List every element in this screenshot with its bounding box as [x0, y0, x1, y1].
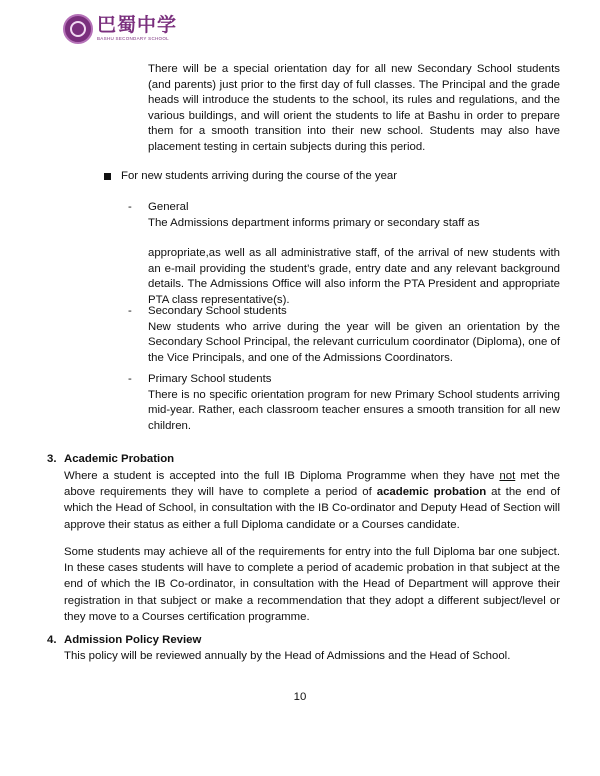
- dash-marker: -: [128, 201, 132, 213]
- subitem-paragraph: New students who arrive during the year will be given an orientation by the Secondary School Principal, the relevant curriculum coordinator (Diploma), one of the Vice Principals, and one of the Admissions Coordinators.: [148, 320, 560, 364]
- subitem-general: [128, 200, 560, 308]
- section-4-paragraph: This policy will be reviewed annually by the Head of Admissions and the Head of School.: [64, 650, 511, 662]
- subitem-title: Primary School students: [148, 373, 272, 385]
- underlined-word: not: [499, 470, 516, 482]
- school-seal-icon: [63, 14, 93, 44]
- text-run: Where a student is accepted into the full IB Diploma Programme when they have: [64, 470, 500, 482]
- section-number: 4.: [47, 634, 57, 646]
- subitem-paragraph: appropriate,as well as all administrative staff, of the arrival of new students with an e-mail providing the student’s grade, entry date and any relevant background details. The Admissions Office will also inform the PTA President and appropriate PTA class representative(s).: [148, 247, 560, 306]
- square-bullet-icon: [104, 173, 111, 180]
- intro-paragraph: There will be a special orientation day for all new Secondary School students (and parents) just prior to the first day of full classes. The Principal and the grade heads will introduce the students to the school, its rules and regulations, and the various buildings, and will orient the students to life at Bashu in order to prepare them for a smooth transition into their new school. Students may also have placement testing in certain subjects during this period.: [148, 63, 560, 153]
- text-run: met the above requirements they will have to complete a period of: [64, 470, 560, 499]
- section-3-heading: [47, 452, 174, 468]
- school-logo: [63, 12, 177, 46]
- section-3-paragraph-1: [64, 468, 560, 533]
- subitem-title: General: [148, 201, 189, 213]
- logo-chinese-name: 巴蜀中学: [97, 14, 178, 37]
- logo-english-name: BASHU SECONDARY SCHOOL: [97, 36, 169, 42]
- subitem-primary-school: [128, 372, 560, 434]
- subitem-paragraph: There is no specific orientation program for new Primary School students arriving mid-year. Rather, each classroom teacher ensures a smooth transition for all new children.: [148, 388, 560, 432]
- section-4-heading: [47, 633, 201, 649]
- dash-marker: -: [128, 373, 132, 385]
- bullet-text: For new students arriving during the course of the year: [121, 170, 398, 182]
- dash-marker: -: [128, 305, 132, 317]
- section-title: Admission Policy Review: [64, 634, 202, 646]
- bold-term: academic probation: [376, 486, 487, 499]
- section-number: 3.: [47, 453, 57, 465]
- bullet-new-students-midyear: [104, 169, 397, 185]
- subitem-secondary-school: [128, 304, 560, 366]
- page-number: 10: [293, 691, 307, 703]
- section-3-paragraph-2: Some students may achieve all of the requirements for entry into the full Diploma bar one subject. In these cases students will have to complete a period of academic probation in that subject at the end of which the IB Co-ordinator, in consultation with the Head of Department will approve their registration in that subject or make a recommendation that they adopt a different subject/level or they move to a Courses certification programme.: [64, 546, 560, 623]
- subitem-line: The Admissions department informs primary or secondary staff as: [148, 216, 480, 229]
- text-run: at the end of which the Head of School, in consultation with the IB Co-ordinator and Deputy Head of Section will approve their status as either a full Diploma candidate or a Courses candidate.: [64, 486, 560, 531]
- subitem-title: Secondary School students: [148, 305, 287, 317]
- section-title: Academic Probation: [64, 453, 175, 465]
